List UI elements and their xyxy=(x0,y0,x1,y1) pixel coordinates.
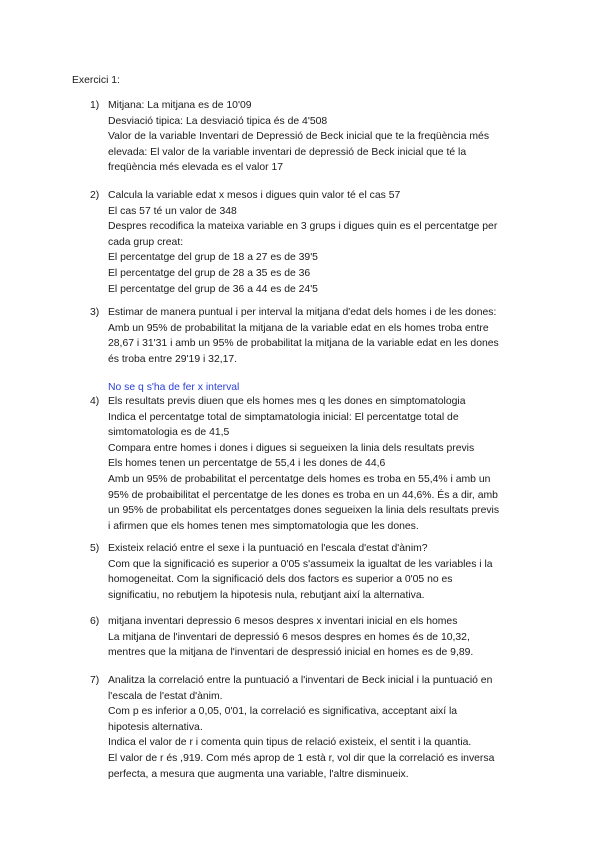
item-line: Indica el valor de r i comenta quin tipus de relació existeix, el sentit i la quantia. xyxy=(108,737,472,749)
item-line: hipotesis alternativa. xyxy=(108,721,203,733)
item-line: Calcula la variable edat x mesos i digues quin valor té el cas 57 xyxy=(108,190,401,201)
item-line: El percentatge del grup de 28 a 35 es de 36 xyxy=(108,267,311,279)
item-line: Estimar de manera puntual i per interval la mitjana d'edat dels homes i de les dones: xyxy=(108,307,497,318)
exercise-title: Exercici 1: xyxy=(72,75,120,86)
item-line: Analitza la correlació entre la puntuació a l'inventari de Beck inicial i la puntuació en xyxy=(108,675,493,686)
item-line: l'escala de l'estat d'ànim. xyxy=(108,690,223,702)
item-line: Amb un 95% de probabilitat el percentatge dels homes es troba en 55,4% i amb un xyxy=(108,473,491,485)
item-line: significatiu, no rebutjem la hipotesis nula, rebutjant així la alternativa. xyxy=(108,589,425,601)
exercise-item-7 xyxy=(90,673,535,782)
item-line: Els resultats previs diuen que els homes mes q les dones en simptomatologia xyxy=(108,396,466,407)
item-line: Desviació tipica: La desviació tipica és de 4'508 xyxy=(108,115,328,127)
interval-note: No se q s'ha de fer x interval xyxy=(108,382,240,393)
exercise-item-2 xyxy=(90,188,535,297)
item-body xyxy=(108,541,535,603)
item-line: 28,67 i 31'31 i amb un 95% de probabilitat la mitjana de la variable edat en les dones xyxy=(108,338,499,350)
item-line: Com que la significació es superior a 0'05 s'assumeix la igualtat de les variables i la xyxy=(108,558,493,570)
item-line: Com p es inferior a 0,05, 0'01, la correlació es significativa, acceptant així la xyxy=(108,706,458,718)
item-line: El percentatge del grup de 18 a 27 es de 39'5 xyxy=(108,252,318,264)
item-number: 3) xyxy=(90,307,100,318)
item-line: un 95% de probabilitat els percentatges dones segueixen la linia dels resultats previs xyxy=(108,505,500,517)
item-line: El percentatge del grup de 36 a 44 es de 24'5 xyxy=(108,283,318,295)
item-line: homogeneitat. Com la significació dels dos factors es superior a 0'05 no es xyxy=(108,574,453,586)
item-line: El valor de r és ,919. Com més aprop de 1 està r, vol dir que la correlació es inversa xyxy=(108,752,495,764)
item-number: 7) xyxy=(90,675,100,686)
exercise-item-4 xyxy=(90,394,535,534)
item-line: Existeix relació entre el sexe i la puntuació en l'escala d'estat d'ànim? xyxy=(108,543,428,554)
item-line: mentres que la mitjana de l'inventari de despressió inicial en homes es de 9,89. xyxy=(108,647,474,659)
item-number: 4) xyxy=(90,396,100,407)
item-line: Despres recodifica la mateixa variable en 3 grups i digues quin es el percentatge per xyxy=(108,221,498,233)
item-line: Indica el percentatge total de simptamatologia inicial: El percentatge total de xyxy=(108,411,459,423)
exercise-item-6 xyxy=(90,614,535,661)
exercise-item-5 xyxy=(90,541,535,603)
item-line: i afirmen que els homes tenen mes simptomatologia que les dones. xyxy=(108,520,419,532)
item-line: Compara entre homes i dones i digues si segueixen la linia dels resultats previs xyxy=(108,442,475,454)
item-line: mitjana inventari depressio 6 mesos despres x inventari inicial en els homes xyxy=(108,616,458,627)
item-line: La mitjana de l'inventari de depressió 6 mesos despres en homes és de 10,32, xyxy=(108,631,470,643)
item-number: 2) xyxy=(90,190,100,201)
item-line: freqüència més elevada es el valor 17 xyxy=(108,162,284,174)
item-line: Amb un 95% de probabilitat la mitjana de la variable edat en els homes troba entre xyxy=(108,322,489,334)
item-line: Mitjana: La mitjana es de 10'09 xyxy=(108,100,252,111)
item-line: cada grup creat: xyxy=(108,236,184,248)
item-number: 1) xyxy=(90,100,100,111)
item-body xyxy=(108,673,535,782)
item-body xyxy=(108,188,535,297)
item-line: Els homes tenen un percentatge de 55,4 i les dones de 44,6 xyxy=(108,458,386,470)
item-line: perfecta, a mesura que augmenta una variable, l'altre disminueix. xyxy=(108,768,409,780)
item-line: és troba entre 29'19 i 32,17. xyxy=(108,353,238,365)
item-line: simtomatologia es de 41,5 xyxy=(108,427,230,439)
item-number: 5) xyxy=(90,543,100,554)
exercise-item-1 xyxy=(90,98,535,176)
exercise-item-3 xyxy=(90,305,535,367)
item-line: elevada: El valor de la variable inventari de depressió de Beck inicial que té la xyxy=(108,146,467,158)
item-body xyxy=(108,614,535,661)
item-body xyxy=(108,394,535,534)
item-line: Valor de la variable Inventari de Depressió de Beck inicial que te la freqüència més xyxy=(108,131,490,143)
item-number: 6) xyxy=(90,616,100,627)
item-body xyxy=(108,305,535,367)
item-body xyxy=(108,98,535,176)
item-line: 95% de probaibilitat el percentatge de les dones es troba en un 44,6%. És a dir, amb xyxy=(108,489,498,501)
item-line: El cas 57 té un valor de 348 xyxy=(108,205,237,217)
